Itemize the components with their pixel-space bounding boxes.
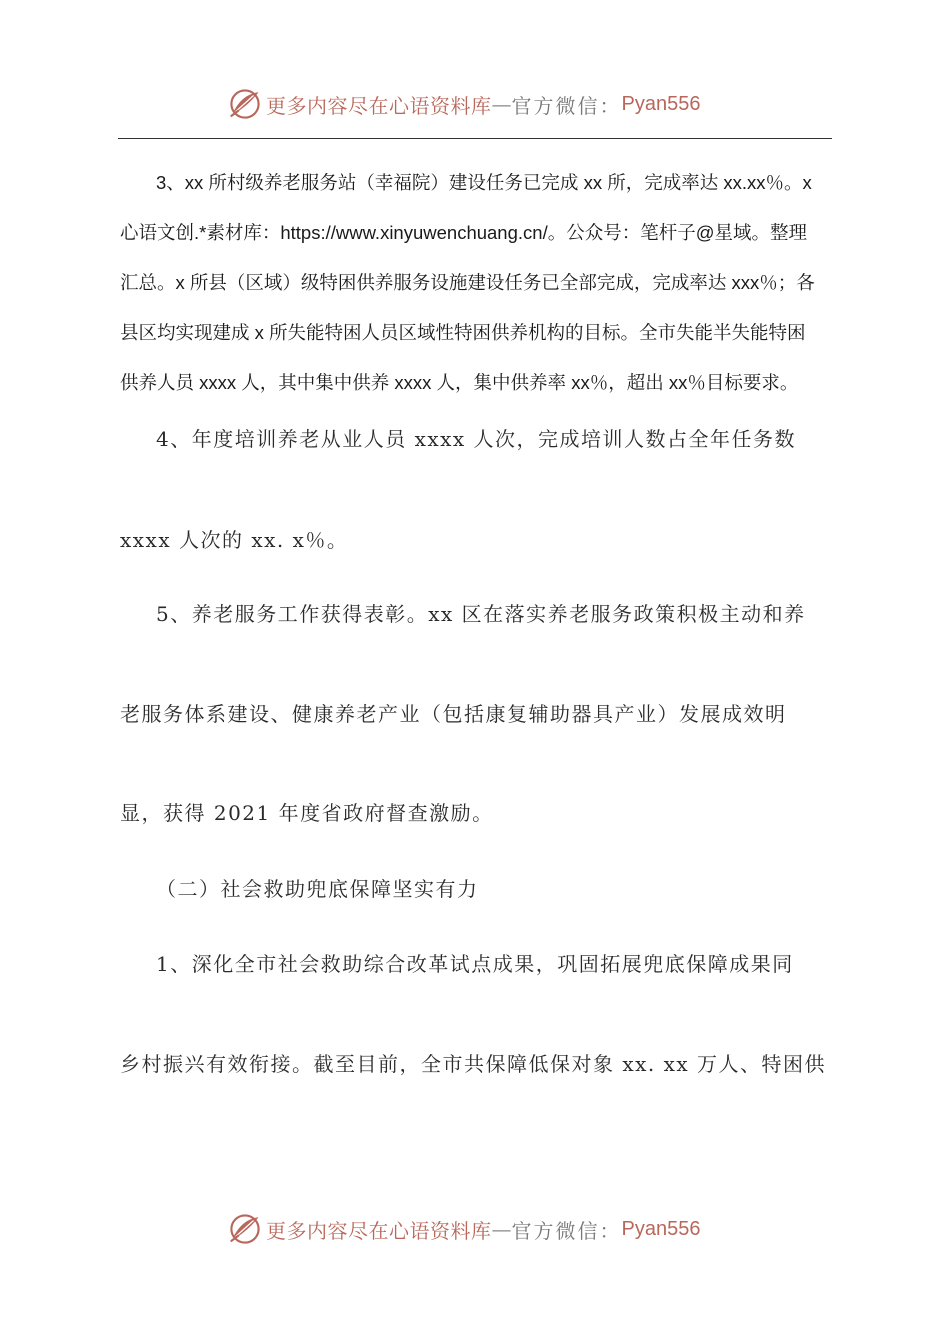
watermark-separator: — (491, 1217, 512, 1241)
footer-watermark (228, 1209, 700, 1249)
watermark-wechat-id: Pyan556 (621, 1217, 701, 1240)
pen-nib-icon (228, 1212, 262, 1246)
paragraph-line: 3、xx 所村级养老服务站（幸福院）建设任务已完成 xx 所，完成率达 xx.xx％。x (156, 172, 812, 193)
watermark-wechat-id: Pyan556 (621, 92, 701, 115)
pen-nib-icon (228, 87, 262, 121)
watermark-wechat-label: 官方微信： (511, 93, 622, 118)
paragraph-3 (120, 158, 832, 408)
paragraph-4-line-2: xxxx 人次的 xx. x％。 (120, 528, 349, 552)
section-heading: （二）社会救助兜底保障坚实有力 (156, 877, 479, 901)
paragraph-line: 供养人员 xxxx 人，其中集中供养 xxxx 人，集中供养率 xx％，超出 xx％目标要求。 (120, 372, 799, 393)
header-watermark (228, 84, 700, 124)
header-divider (118, 138, 832, 139)
watermark-separator: — (491, 92, 512, 116)
paragraph-5-line-2: 老服务体系建设、健康养老产业（包括康复辅助器具产业）发展成效明 (120, 702, 787, 726)
section-2-paragraph-1-line-2: 乡村振兴有效衔接。截至目前，全市共保障低保对象 xx. xx 万人、特困供 (120, 1052, 827, 1076)
paragraph-line: 心语文创.*素材库：https://www.xinyuwenchuang.cn/。公众号：笔杆子@星域。整理 (120, 222, 807, 243)
watermark-wechat-label: 官方微信： (511, 1218, 622, 1243)
paragraph-4-line-1: 4、年度培训养老从业人员 xxxx 人次，完成培训人数占全年任务数 (156, 427, 797, 451)
paragraph-line: 汇总。x 所县（区域）级特困供养服务设施建设任务已全部完成，完成率达 xxx％；各 (120, 272, 815, 293)
watermark-text: 更多内容尽在心语资料库 (266, 1218, 492, 1243)
section-2-paragraph-1-line-1: 1、深化全市社会救助综合改革试点成果，巩固拓展兜底保障成果同 (156, 952, 794, 976)
paragraph-line: 县区均实现建成 x 所失能特困人员区域性特困供养机构的目标。全市失能半失能特困 (120, 322, 806, 343)
paragraph-5-line-3: 显，获得 2021 年度省政府督查激励。 (120, 801, 494, 825)
paragraph-5-line-1: 5、养老服务工作获得表彰。xx 区在落实养老服务政策积极主动和养 (156, 602, 806, 626)
watermark-text: 更多内容尽在心语资料库 (266, 93, 492, 118)
